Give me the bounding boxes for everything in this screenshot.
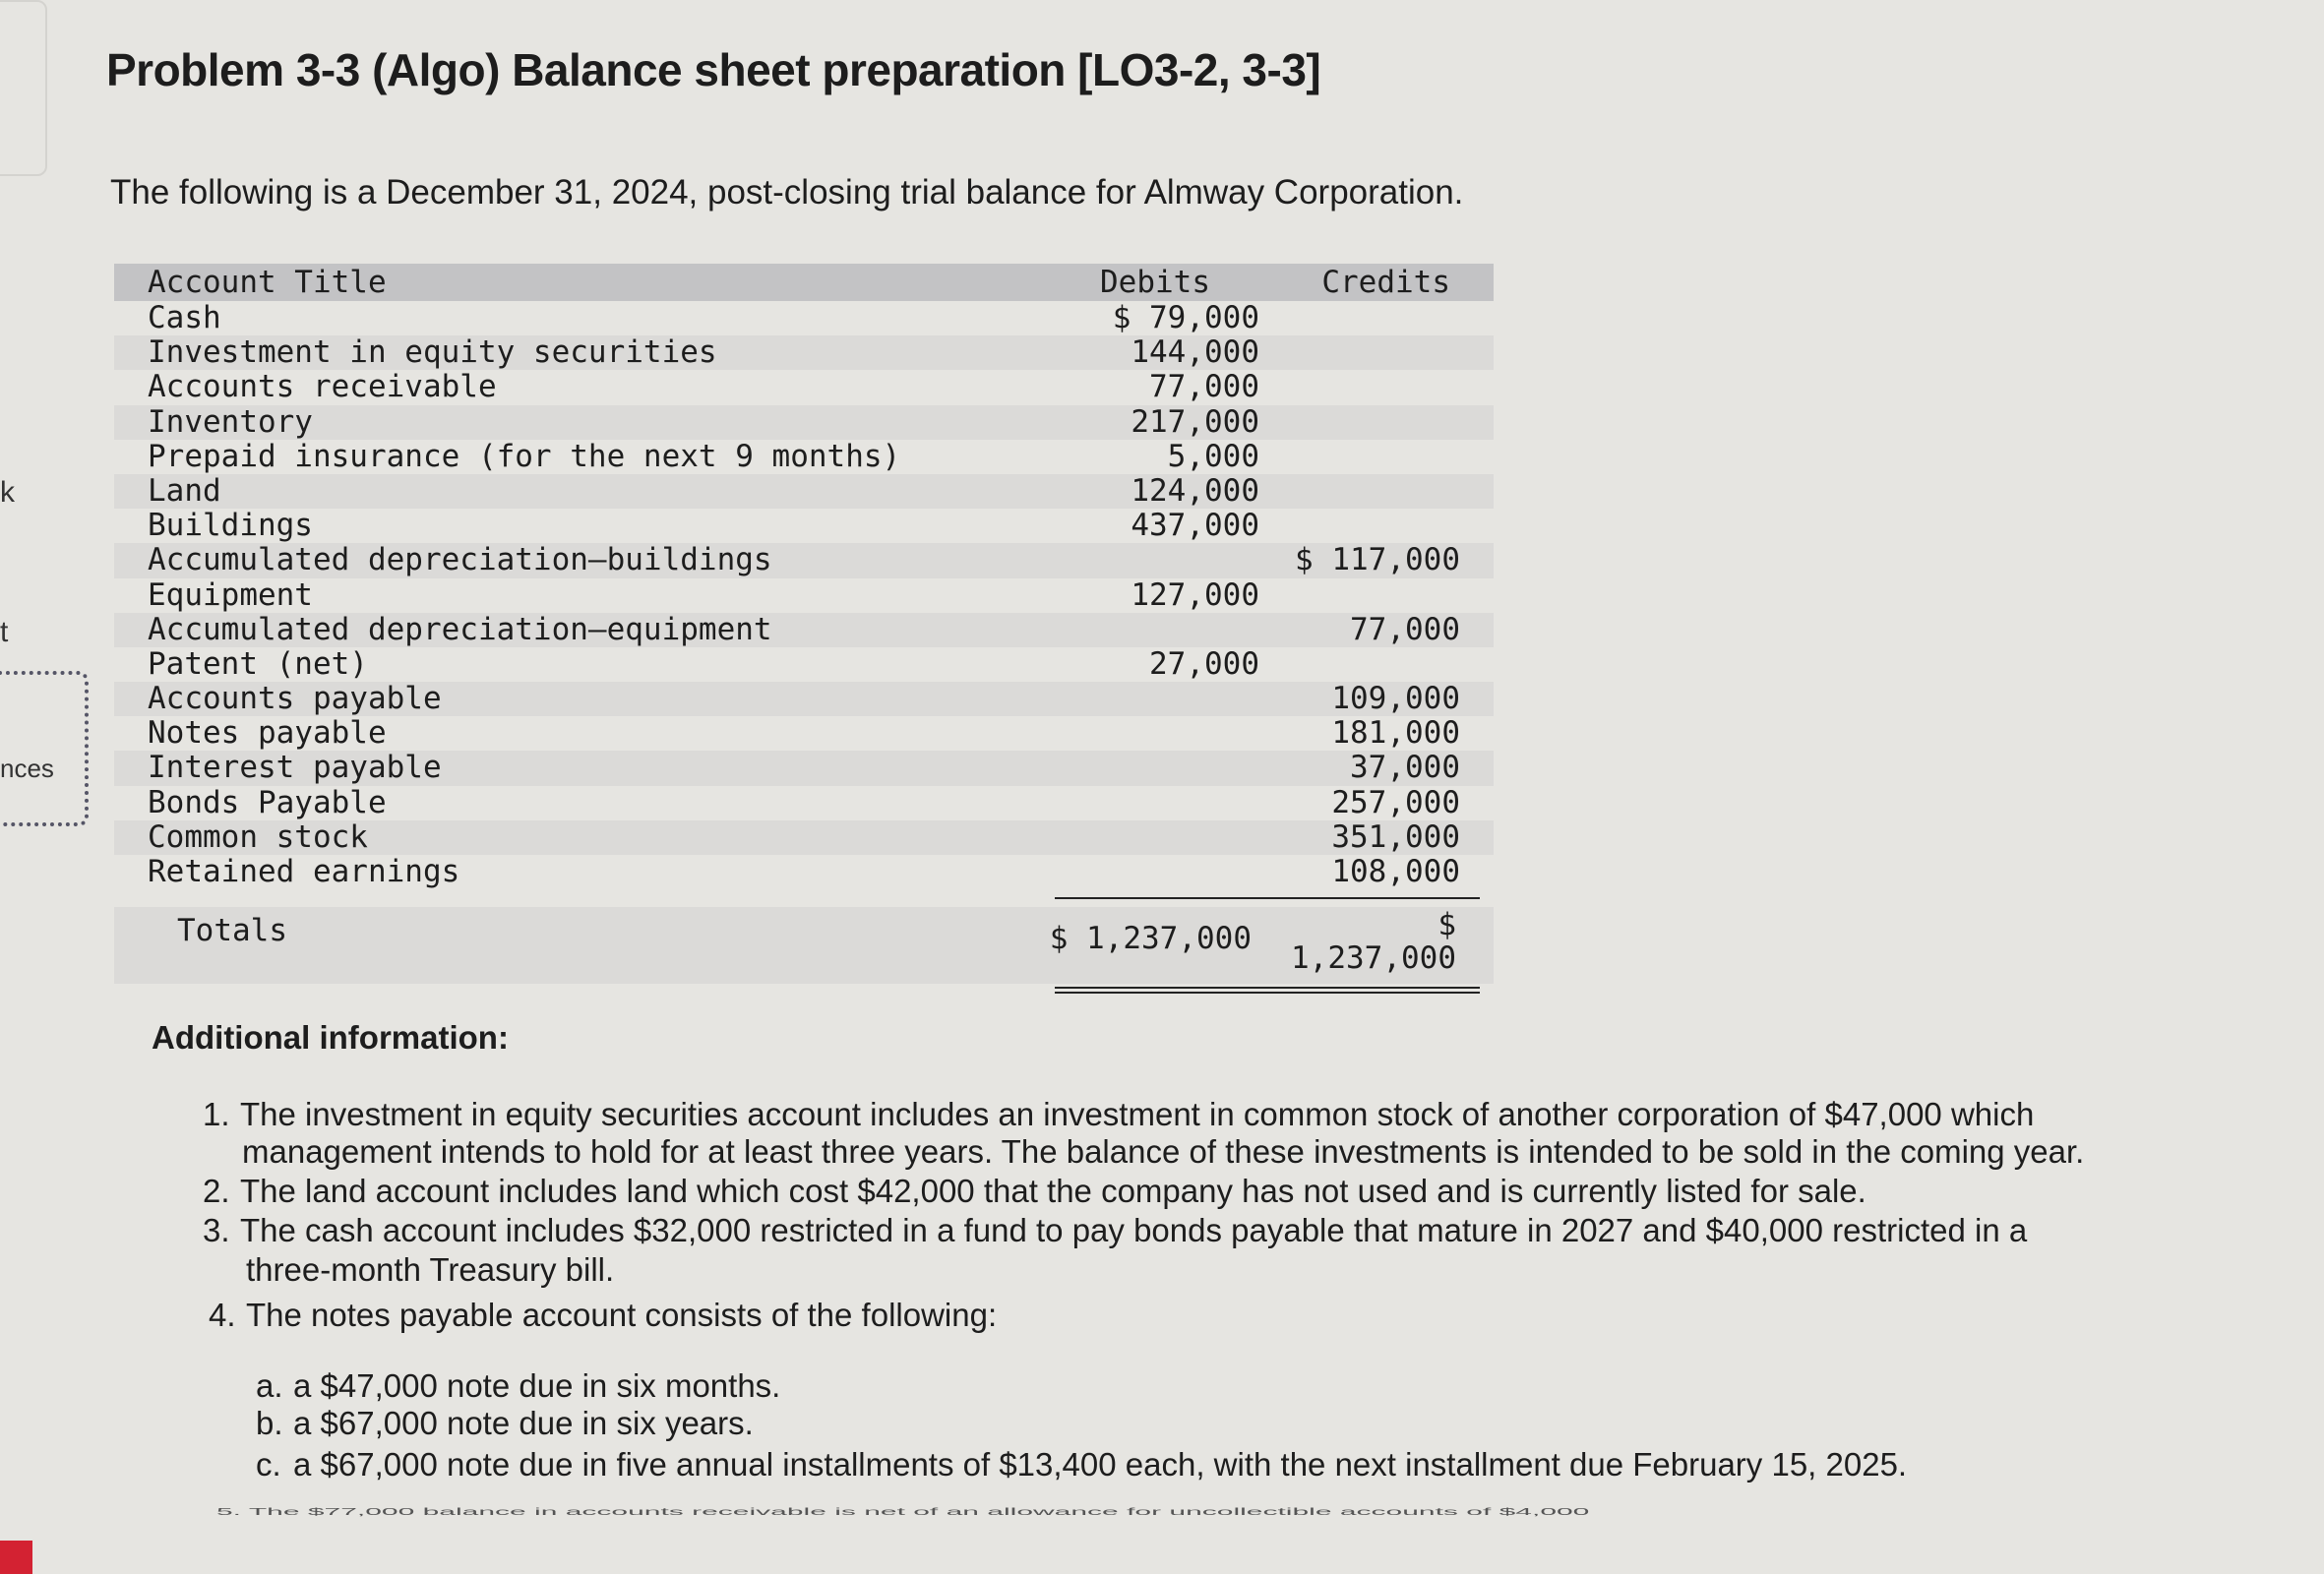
table-row [114, 474, 1494, 509]
account-title: Retained earnings [148, 854, 460, 889]
item-text: a $47,000 note due in six months. [293, 1367, 781, 1404]
note-c [256, 1446, 1907, 1483]
info-item-4 [209, 1297, 997, 1334]
credit-value: $ 117,000 [1295, 542, 1460, 578]
references-label[interactable]: nces [0, 754, 54, 783]
table-header [114, 264, 1494, 301]
account-title: Accumulated depreciation—buildings [148, 542, 772, 578]
account-title: Equipment [148, 576, 313, 613]
item-number: 2. [203, 1173, 230, 1209]
table-row [114, 301, 1494, 335]
info-item-1-cont: management intends to hold for at least three years. The balance of these investments is intended to be sold in the coming year. [242, 1133, 2085, 1170]
table-row [114, 682, 1494, 716]
header-debits: Debits [1100, 265, 1210, 300]
table-row [114, 786, 1494, 820]
total-rule [1055, 897, 1480, 899]
account-title: Notes payable [148, 715, 387, 752]
table-row [114, 613, 1494, 647]
sidebar-fragment: t [0, 616, 9, 648]
credit-value: 109,000 [1331, 681, 1460, 717]
info-item-3 [203, 1212, 2027, 1249]
item-text: The land account includes land which cost $42,000 that the company has not used and is currently listed for sale. [240, 1173, 1866, 1209]
totals-credit: 1,237,000 [1291, 940, 1456, 976]
note-b [256, 1405, 754, 1442]
debit-value: 144,000 [1131, 334, 1259, 371]
item-number: 4. [209, 1297, 236, 1333]
totals-label: Totals [177, 913, 287, 948]
account-title: Patent (net) [148, 645, 368, 682]
table-row [114, 855, 1494, 889]
credit-value: 77,000 [1350, 611, 1460, 647]
item-text: The cash account includes $32,000 restricted in a fund to pay bonds payable that mature in 2027 and $40,000 restricted in a [240, 1212, 2028, 1248]
credit-value: 37,000 [1350, 750, 1460, 786]
table-row [114, 543, 1494, 577]
debit-value: 77,000 [1149, 369, 1259, 405]
table-row [114, 578, 1494, 613]
table-row [114, 647, 1494, 682]
info-item-1 [203, 1096, 2034, 1133]
account-title: Bonds Payable [148, 784, 387, 820]
item-text: a $67,000 note due in six years. [293, 1405, 754, 1441]
trial-balance-table [114, 264, 1494, 889]
account-title: Buildings [148, 508, 313, 544]
account-title: Accounts receivable [148, 369, 497, 405]
credit-value: 257,000 [1331, 784, 1460, 820]
double-rule [1055, 987, 1480, 994]
credit-value: 181,000 [1331, 715, 1460, 752]
additional-heading: Additional information: [152, 1019, 509, 1056]
item-text: The notes payable account consists of the following: [246, 1297, 998, 1333]
table-row [114, 335, 1494, 370]
credit-value: 108,000 [1331, 854, 1460, 889]
debit-value: $ 79,000 [1112, 300, 1259, 335]
debit-value: 127,000 [1131, 576, 1259, 613]
sidebar-card [0, 0, 47, 176]
item-letter: c. [256, 1446, 281, 1483]
table-row [114, 820, 1494, 855]
account-title: Investment in equity securities [148, 334, 717, 371]
info-item-3-cont: three-month Treasury bill. [246, 1251, 615, 1288]
account-title: Cash [148, 300, 221, 335]
header-credits: Credits [1321, 265, 1450, 300]
item-text: The investment in equity securities account includes an investment in common stock of another corporation of $47,000 which [240, 1096, 2035, 1132]
item-text: a $67,000 note due in five annual installments of $13,400 each, with the next installment due February 15, 2025. [293, 1446, 1908, 1483]
info-item-2 [203, 1173, 1866, 1210]
page-title: Problem 3-3 (Algo) Balance sheet preparation [LO3-2, 3-3] [106, 44, 1321, 95]
intro-text: The following is a December 31, 2024, post-closing trial balance for Almway Corporation. [110, 173, 1464, 212]
debit-value: 5,000 [1167, 438, 1259, 474]
note-a [256, 1367, 780, 1405]
table-row [114, 509, 1494, 543]
table-row [114, 751, 1494, 785]
account-title: Inventory [148, 403, 313, 440]
account-title: Accounts payable [148, 681, 442, 717]
debit-value: 217,000 [1131, 403, 1259, 440]
item-letter: a. [256, 1367, 283, 1404]
debit-value: 437,000 [1131, 508, 1259, 544]
table-row [114, 440, 1494, 474]
table-row [114, 405, 1494, 440]
item-number: 3. [203, 1212, 230, 1248]
table-row [114, 716, 1494, 751]
item-letter: b. [256, 1405, 283, 1441]
sidebar-references-button[interactable] [0, 671, 89, 826]
sidebar-fragment: k [0, 476, 15, 509]
account-title: Common stock [148, 818, 368, 855]
debit-value: 27,000 [1149, 645, 1259, 682]
item-number: 1. [203, 1096, 230, 1132]
totals-credit-symbol: $ [1437, 907, 1456, 942]
account-title: Interest payable [148, 750, 442, 786]
totals-debit: $ 1,237,000 [1049, 921, 1252, 956]
credit-value: 351,000 [1331, 818, 1460, 855]
account-title: Prepaid insurance (for the next 9 months) [148, 438, 901, 474]
table-row [114, 370, 1494, 404]
totals-row [114, 907, 1494, 984]
red-tab [0, 1541, 32, 1574]
info-item-5-cutoff: 5. The $77,000 balance in accounts receivable is net of an allowance for uncollectible accounts of $4,000 [216, 1505, 1590, 1518]
debit-value: 124,000 [1131, 472, 1259, 509]
header-account: Account Title [148, 265, 387, 300]
account-title: Accumulated depreciation—equipment [148, 611, 772, 647]
account-title: Land [148, 472, 221, 509]
